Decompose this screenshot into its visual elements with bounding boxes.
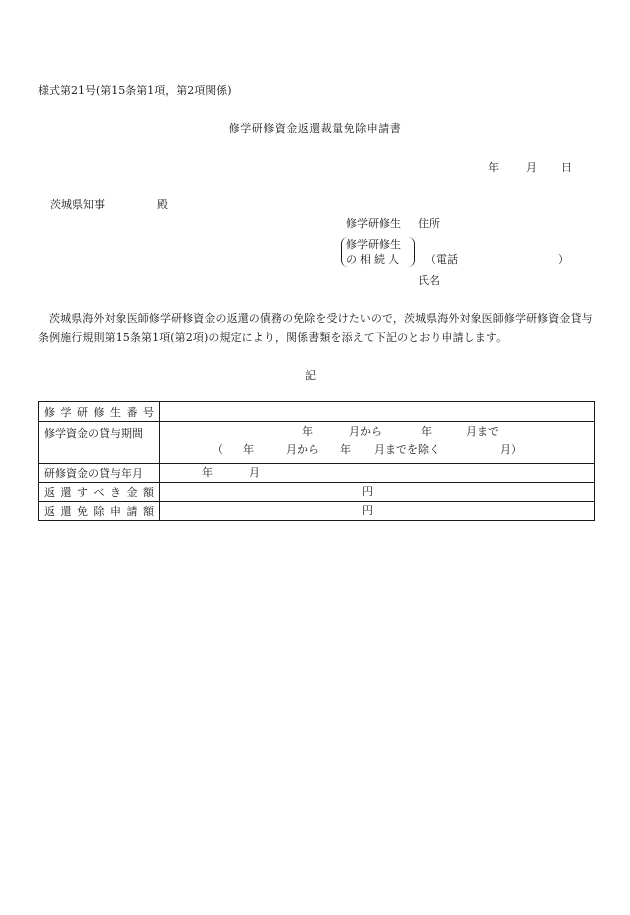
date-month-label: 月: [526, 161, 537, 174]
ki-heading: 記: [305, 369, 316, 382]
label-char: 申: [110, 505, 121, 518]
document-title: 修学研修資金返還裁量免除申請書: [228, 122, 402, 135]
repayment-amount-label: [39, 483, 160, 502]
repayment-amount-field[interactable]: [160, 483, 595, 502]
table-row: [39, 483, 595, 502]
exemption-amount-label: [39, 502, 160, 521]
exclusion-open-paren: （: [212, 443, 223, 456]
label-char: 返: [44, 505, 55, 518]
period-until: 月まで: [466, 425, 499, 438]
name-label: 氏名: [418, 274, 440, 287]
application-statement: 茨城県海外対象医師修学研修資金の返還の債務の免除を受けたいので，茨城県海外対象医師修学研修資金貸与条例施行規則第15条第1項(第2項)の規定により，関係書類を添えて下記のとおり申請します。: [38, 312, 593, 344]
table-row: [39, 422, 595, 464]
honorific: 殿: [157, 198, 168, 211]
label-char: 除: [93, 505, 105, 518]
label-char: 番: [126, 405, 138, 419]
date-year-label: 年: [488, 161, 499, 174]
exclusion-excl: 月までを除く: [374, 443, 440, 456]
heir-label-line1: 修学研修生: [346, 238, 401, 251]
heir-label-line2: の相続人: [346, 253, 402, 266]
label-char: 還: [60, 486, 72, 499]
address-label: 住所: [418, 217, 440, 230]
label-char: べ: [93, 486, 105, 499]
label-char: 号: [143, 405, 154, 419]
phone-close-paren: ）: [558, 253, 569, 266]
label-char: 修: [44, 405, 55, 419]
label-char: す: [77, 486, 88, 499]
label-char: 還: [60, 505, 72, 518]
label-char: 免: [77, 505, 88, 518]
loan-month-field[interactable]: [160, 464, 595, 483]
phone-label: （電話: [425, 253, 458, 266]
label-char: 金: [126, 486, 138, 499]
trainee-number-label: [39, 402, 160, 422]
exclusion-year-1: 年: [243, 443, 254, 456]
label-char: き: [110, 486, 121, 499]
trainee-label: 修学研修生: [346, 217, 401, 230]
period-from: 月から: [349, 425, 382, 438]
form-number-label: 様式第21号(第15条第1項，第2項関係): [38, 84, 232, 97]
trainee-number-field[interactable]: [160, 402, 595, 422]
yen-unit: 円: [362, 504, 373, 517]
loan-year: 年: [202, 466, 213, 479]
label-char: 返: [44, 486, 55, 499]
label-char: 生: [110, 405, 121, 419]
exemption-amount-field[interactable]: [160, 502, 595, 521]
label-char: 請: [126, 505, 138, 518]
table-row: [39, 502, 595, 521]
table-row: [39, 402, 595, 422]
label-char: 修: [93, 405, 105, 419]
exclusion-from: 月から: [286, 443, 319, 456]
loan-month: 月: [249, 466, 260, 479]
addressee: 茨城県知事: [50, 198, 105, 211]
exclusion-year-2: 年: [340, 443, 351, 456]
period-year-1: 年: [302, 425, 313, 438]
loan-period-field[interactable]: [160, 422, 595, 464]
label-char: 学: [60, 405, 72, 419]
label-char: 額: [143, 505, 154, 518]
period-year-2: 年: [421, 425, 432, 438]
loan-month-label: 研修資金の貸与年月: [39, 464, 160, 483]
yen-unit: 円: [362, 485, 373, 498]
application-details-table: [38, 401, 595, 521]
loan-period-label: 修学資金の貸与期間: [39, 422, 160, 464]
label-char: 研: [77, 405, 88, 419]
table-row: [39, 464, 595, 483]
label-char: 額: [143, 486, 154, 499]
date-day-label: 日: [561, 161, 572, 174]
exclusion-close: 月）: [500, 443, 522, 456]
